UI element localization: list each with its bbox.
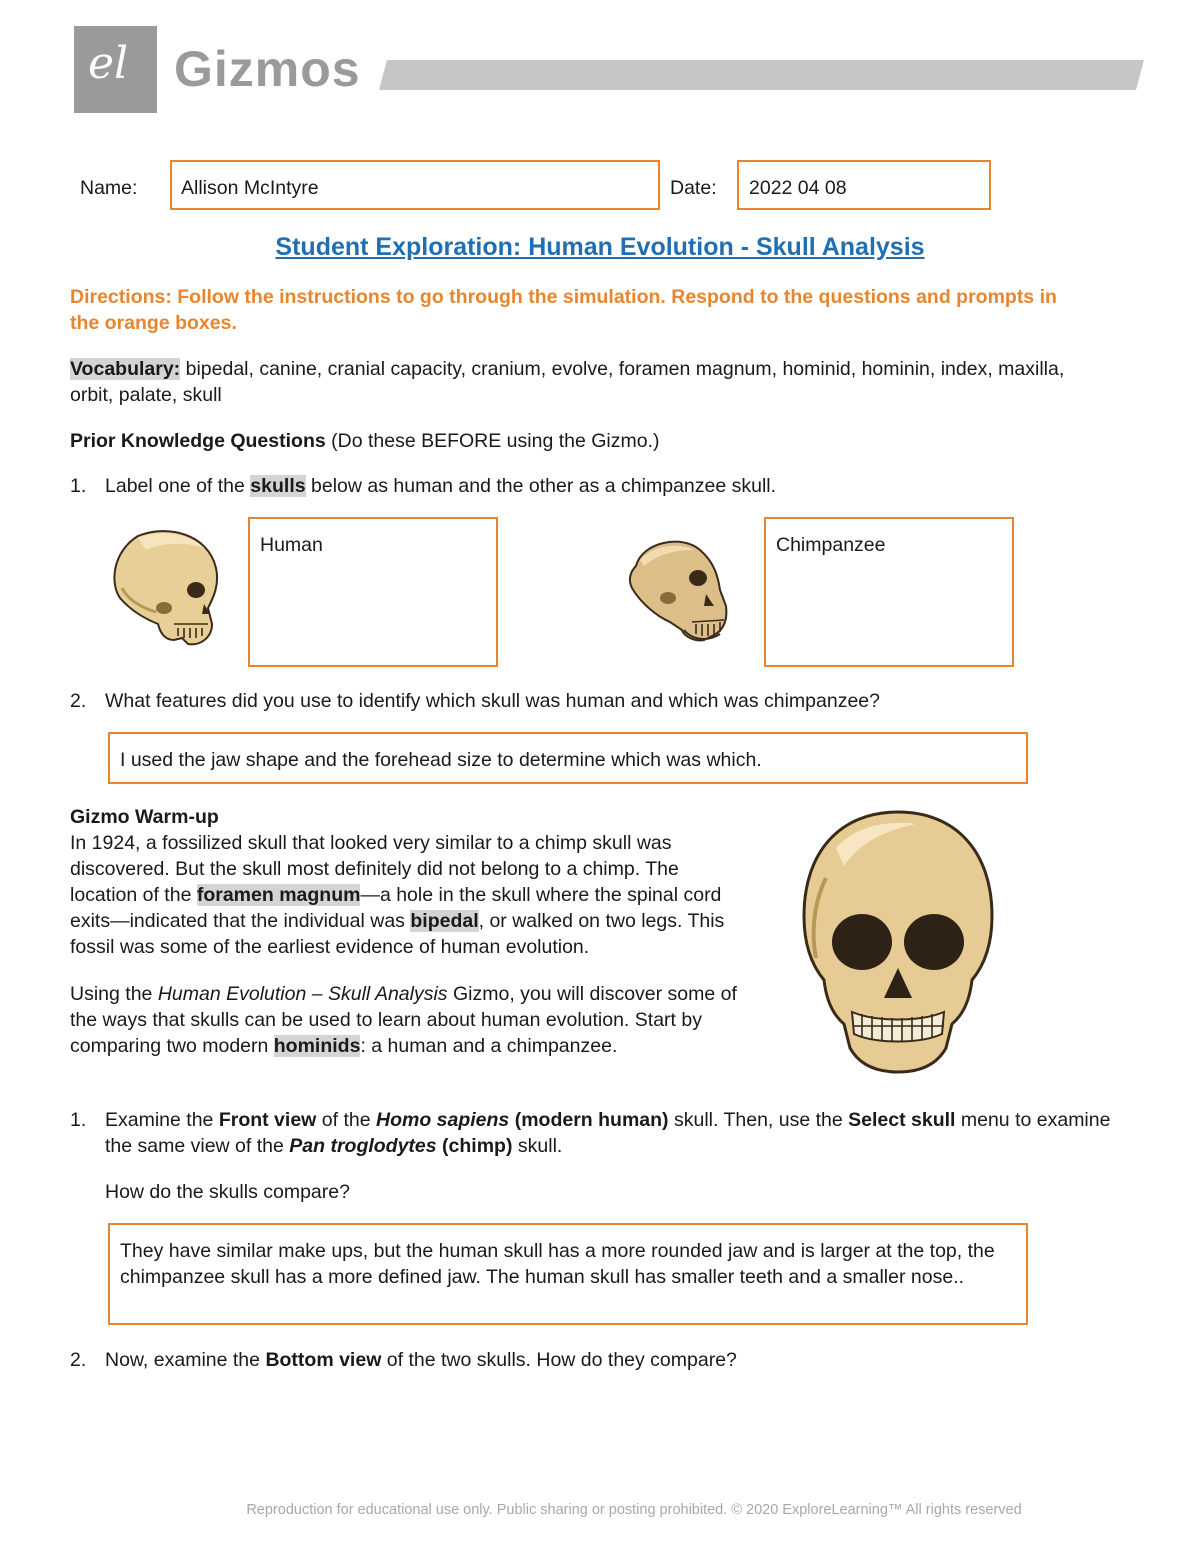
pk-q1-number: 1. bbox=[70, 475, 87, 497]
answer-box-chimpanzee[interactable]: Chimpanzee bbox=[764, 517, 1014, 667]
wq1-text: Examine the Front view of the Homo sapiens (modern human) skull. Then, use the Select skull menu to examine the same view of the Pan troglodytes (chimp) skull. bbox=[105, 1109, 1111, 1157]
header-bar bbox=[379, 60, 1144, 90]
name-field[interactable] bbox=[170, 160, 660, 210]
name-label: Name: bbox=[80, 177, 138, 199]
front-skull-image bbox=[796, 808, 1000, 1076]
pk-q2-text: What features did you use to identify which skull was human and which was chimpanzee? bbox=[105, 690, 880, 712]
wq1-number: 1. bbox=[70, 1109, 87, 1131]
name-value: Allison McIntyre bbox=[181, 177, 319, 199]
wq1-prompt: How do the skulls compare? bbox=[105, 1181, 350, 1203]
date-field[interactable] bbox=[737, 160, 991, 210]
warmup-paragraph-2: Using the Human Evolution – Skull Analysis Gizmo, you will discover some of the ways that skulls can be used to learn about human evolution. Start by comparing two modern hominids: a human and a chimpanzee. bbox=[70, 983, 737, 1057]
vocabulary-label: Vocabulary: bbox=[70, 358, 181, 380]
warmup-paragraph-1: In 1924, a fossilized skull that looked very similar to a chimp skull was discovered. But the skull most definitely did not belong to a chimp. The location of the foramen magnum—a hole in the skull where the spinal cord exits—indicated that the individual was bipedal, or walked on two legs. This fossil was some of the earliest evidence of human evolution. bbox=[70, 832, 725, 958]
wq2-text: Now, examine the Bottom view of the two skulls. How do they compare? bbox=[105, 1349, 737, 1371]
logo-wordmark: Gizmos bbox=[174, 41, 361, 97]
human-skull-image bbox=[108, 528, 223, 650]
pk-q1-text: Label one of the skulls below as human and the other as a chimpanzee skull. bbox=[105, 475, 777, 497]
header bbox=[74, 26, 1144, 114]
pk-q2-number: 2. bbox=[70, 690, 87, 712]
footer-copyright: Reproduction for educational use only. Public sharing or posting prohibited. © 2020 ExploreLearning™ All rights reserved bbox=[246, 1502, 1022, 1518]
explorelearning-logo: el bbox=[74, 26, 157, 113]
date-label: Date: bbox=[670, 177, 717, 199]
directions: Directions: Follow the instructions to go through the simulation. Respond to the questions and prompts in the orange boxes. bbox=[70, 286, 1057, 334]
answer-box-wq1[interactable]: They have similar make ups, but the human skull has a more rounded jaw and is larger at the top, the chimpanzee skull has a more defined jaw. The human skull has smaller teeth and a smaller nose.. bbox=[108, 1223, 1028, 1325]
answer-box-pk-q2[interactable]: I used the jaw shape and the forehead size to determine which was which. bbox=[108, 732, 1028, 784]
vocabulary-terms: bipedal, canine, cranial capacity, cranium, evolve, foramen magnum, hominid, hominin, index, maxilla, orbit, palate, skull bbox=[70, 358, 1065, 406]
wq2-number: 2. bbox=[70, 1349, 87, 1371]
chimpanzee-skull-image bbox=[622, 536, 732, 644]
answer-box-human[interactable]: Human bbox=[248, 517, 498, 667]
page-title: Student Exploration: Human Evolution - Skull Analysis bbox=[275, 233, 925, 261]
prior-knowledge-heading: Prior Knowledge Questions (Do these BEFORE using the Gizmo.) bbox=[70, 430, 660, 452]
date-value: 2022 04 08 bbox=[749, 177, 847, 199]
warmup-heading: Gizmo Warm-up bbox=[70, 806, 219, 828]
vocabulary bbox=[70, 356, 1110, 408]
